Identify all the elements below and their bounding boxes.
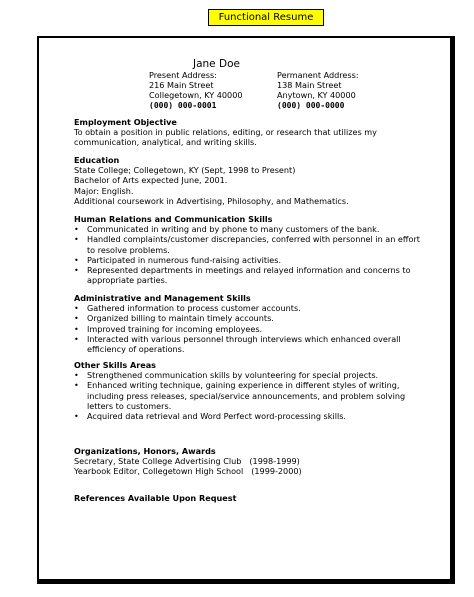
organizations-section <box>74 446 424 477</box>
objective-section <box>74 117 424 148</box>
list-item: • Handled complaints/customer discrepancies, conferred with personnel in an effort to resolve problems. <box>74 234 424 254</box>
section-heading: Employment Objective <box>74 117 177 127</box>
administrative-section <box>74 293 424 354</box>
present-city: Collegetown, KY 40000 <box>149 90 243 101</box>
organization-row <box>74 466 424 476</box>
section-heading: Education <box>74 155 120 165</box>
list-item: • Improved training for incoming employees. <box>74 324 424 334</box>
education-line: State College; Collegetown, KY (Sept, 1998 to Present) <box>74 165 296 176</box>
permanent-address-label: Permanent Address: <box>277 70 359 80</box>
permanent-phone: (000) 000-0000 <box>277 100 345 110</box>
organization-title: Secretary, State College Advertising Club <box>74 456 242 467</box>
section-heading: Other Skills Areas <box>74 360 157 370</box>
list-item: • Communicated in writing and by phone to many customers of the bank. <box>74 224 424 234</box>
list-item: • Participated in numerous fund-raising activities. <box>74 255 424 265</box>
other-skills-section <box>74 360 424 421</box>
present-address <box>149 70 243 111</box>
document-title-tag: Functional Resume <box>208 9 324 26</box>
education-line: Bachelor of Arts expected June, 2001. <box>74 175 228 186</box>
permanent-city: Anytown, KY 40000 <box>277 90 356 101</box>
list-item: • Strengthened communication skills by volunteering for special projects. <box>74 370 424 380</box>
present-street: 216 Main Street <box>149 80 214 91</box>
objective-line: communication, analytical, and writing skills. <box>74 137 257 148</box>
permanent-street: 138 Main Street <box>277 80 342 91</box>
section-heading: Human Relations and Communication Skills <box>74 214 273 224</box>
organization-years: (1999-2000) <box>251 466 302 477</box>
list-item: • Represented departments in meetings and relayed information and concerns to appropriate parties. <box>74 265 424 285</box>
section-heading: Administrative and Management Skills <box>74 293 251 303</box>
list-item: • Enhanced writing technique, gaining experience in different styles of writing, including press releases, special/service announcements, and problem solving letters to customers. <box>74 380 424 411</box>
references-note: References Available Upon Request <box>74 493 237 503</box>
human-relations-section <box>74 214 424 285</box>
present-address-label: Present Address: <box>149 70 217 80</box>
section-heading: Organizations, Honors, Awards <box>74 446 216 456</box>
list-item: • Gathered information to process customer accounts. <box>74 303 424 313</box>
present-phone: (000) 000-0001 <box>149 100 217 110</box>
list-item: • Interacted with various personnel through interviews which enhanced overall efficiency of operations. <box>74 334 424 354</box>
objective-line: To obtain a position in public relations, editing, or research that utilizes my <box>74 127 377 138</box>
education-section <box>74 155 424 206</box>
organization-years: (1998-1999) <box>249 456 300 467</box>
education-line: Major: English. <box>74 185 134 196</box>
education-line: Additional coursework in Advertising, Philosophy, and Mathematics. <box>74 195 349 206</box>
list-item: • Organized billing to maintain timely accounts. <box>74 313 424 323</box>
organization-title: Yearbook Editor, Collegetown High School <box>74 466 244 477</box>
organization-row <box>74 456 424 466</box>
applicant-name: Jane Doe <box>193 58 240 70</box>
permanent-address <box>277 70 359 111</box>
list-item: • Acquired data retrieval and Word Perfect word-processing skills. <box>74 411 424 421</box>
